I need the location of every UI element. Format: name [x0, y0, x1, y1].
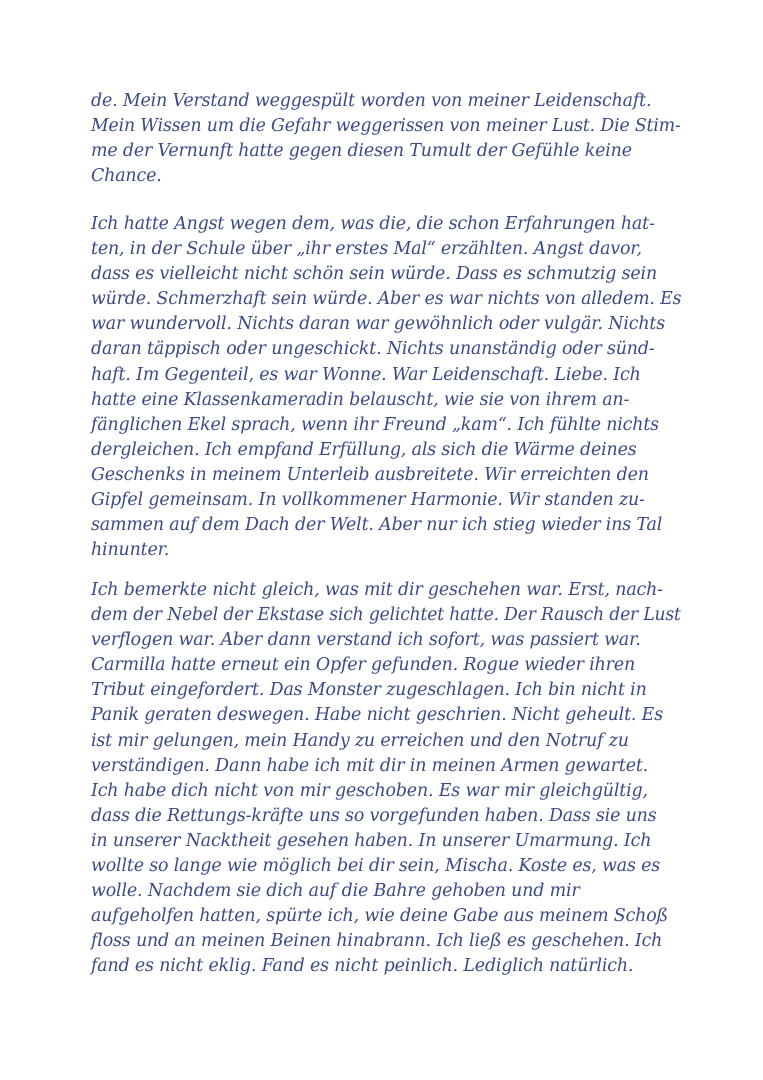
paragraph-2 — [91, 212, 681, 563]
text-line: hatte eine Klassenkameradin belauscht, wie sie von ihrem an- — [91, 389, 630, 410]
text-line: würde. Schmerzhaft sein würde. Aber es war nichts von alledem. Es — [91, 289, 682, 310]
text-line: floss und an meinen Beinen hinabrann. Ich ließ es geschehen. Ich — [91, 931, 663, 952]
text-line: dem der Nebel der Ekstase sich gelichtet hatte. Der Rausch der Lust — [91, 605, 681, 626]
text-line: hinunter. — [91, 540, 170, 561]
text-line: wolle. Nachdem sie dich auf die Bahre gehoben und mir — [91, 881, 580, 902]
text-line: Chance. — [91, 166, 162, 187]
text-line: Panik geraten deswegen. Habe nicht geschrien. Nicht geheult. Es — [91, 705, 663, 726]
text-line: dass es vielleicht nicht schön sein würde. Dass es schmutzig sein — [91, 264, 657, 285]
text-line: sammen auf dem Dach der Welt. Aber nur ich stieg wieder ins Tal — [91, 515, 663, 536]
text-line: me der Vernunft hatte gegen diesen Tumult der Gefühle keine — [91, 141, 632, 162]
text-line: in unserer Nacktheit gesehen haben. In unserer Umarmung. Ich — [91, 830, 652, 851]
text-line: dass die Rettungs-kräfte uns so vorgefunden haben. Dass sie uns — [91, 805, 657, 826]
text-line: de. Mein Verstand weggespült worden von meiner Leidenschaft. — [91, 91, 652, 111]
text-line: aufgeholfen hatten, spürte ich, wie deine Gabe aus meinem Schoß — [91, 906, 669, 927]
text-line: Tribut eingefordert. Das Monster zugeschlagen. Ich bin nicht in — [91, 680, 647, 701]
text-line: verständigen. Dann habe ich mit dir in meinen Armen gewartet. — [91, 755, 649, 776]
text-line: dergleichen. Ich empfand Erfüllung, als sich die Wärme deines — [91, 439, 637, 460]
text-line: verflogen war. Aber dann verstand ich sofort, was passiert war. — [91, 630, 641, 651]
paragraph-3 — [91, 578, 681, 980]
text-line: Ich habe dich nicht von mir geschoben. Es war mir gleichgültig, — [91, 780, 648, 801]
text-line: fand es nicht eklig. Fand es nicht peinlich. Lediglich natürlich. — [91, 956, 634, 977]
text-line: ten, in der Schule über „ihr erstes Mal“ erzählten. Angst davor, — [91, 239, 642, 260]
text-line: Mein Wissen um die Gefahr weggerissen von meiner Lust. Die Stim- — [91, 116, 681, 137]
text-line: war wundervoll. Nichts daran war gewöhnlich oder vulgär. Nichts — [91, 314, 665, 335]
text-line: Gipfel gemeinsam. In vollkommener Harmonie. Wir standen zu- — [91, 490, 645, 511]
text-line: fänglichen Ekel sprach, wenn ihr Freund „kam“. Ich fühlte nichts — [91, 414, 659, 435]
text-line: wollte so lange wie möglich bei dir sein, Mischa. Koste es, was es — [91, 856, 661, 877]
text-line: ist mir gelungen, mein Handy zu erreichen und den Notruf zu — [91, 730, 629, 751]
text-line: Carmilla hatte erneut ein Opfer gefunden. Rogue wieder ihren — [91, 655, 636, 676]
paragraph-1 — [91, 89, 681, 189]
text-line: daran täppisch oder ungeschickt. Nichts unanständig oder sünd- — [91, 339, 655, 360]
text-line: Ich bemerkte nicht gleich, was mit dir geschehen war. Erst, nach- — [91, 580, 663, 600]
text-line: haft. Im Gegenteil, es war Wonne. War Leidenschaft. Liebe. Ich — [91, 364, 641, 385]
text-line: Geschenks in meinem Unterleib ausbreitete. Wir erreichten den — [91, 464, 649, 485]
text-line: Ich hatte Angst wegen dem, was die, die schon Erfahrungen hat- — [91, 214, 655, 234]
